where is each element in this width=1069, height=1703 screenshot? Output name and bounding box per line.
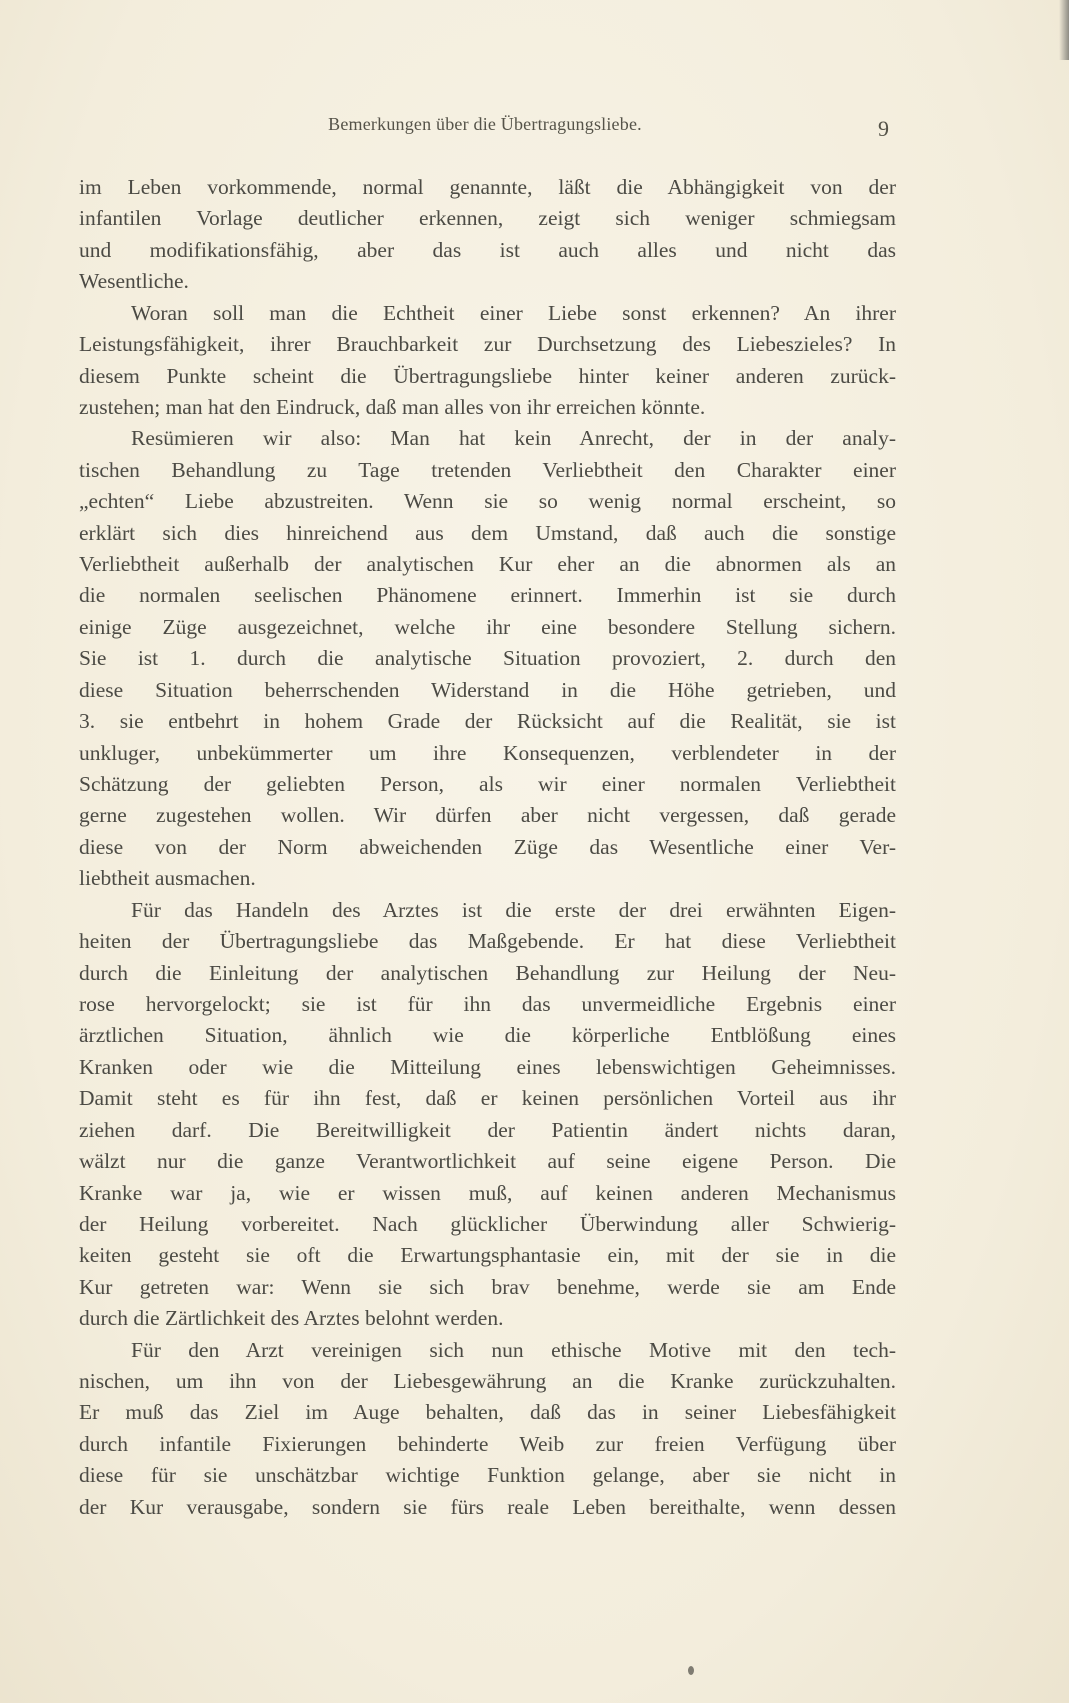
paragraph: [79, 423, 896, 894]
paragraph: [79, 298, 896, 424]
text-line: Woran soll man die Echtheit einer Liebe sonst erkennen? An ihrer: [131, 300, 896, 325]
text-line: wälzt nur die ganze Verantwortlichkeit auf seine eigene Person. Die: [79, 1149, 896, 1174]
text-line: Wesentliche.: [79, 269, 189, 294]
text-line: einige Züge ausgezeichnet, welche ihr eine besondere Stellung sichern.: [79, 614, 896, 639]
paragraph: [79, 172, 896, 298]
text-line: ärztlichen Situation, ähnlich wie die körperliche Entblößung eines: [79, 1023, 896, 1048]
text-line: gerne zugestehen wollen. Wir dürfen aber nicht vergessen, daß gerade: [79, 803, 896, 828]
text-line: Sie ist 1. durch die analytische Situation provoziert, 2. durch den: [79, 646, 896, 671]
text-line: Kranke war ja, wie er wissen muß, auf keinen anderen Mechanismus: [79, 1180, 896, 1205]
text-line: durch die Einleitung der analytischen Behandlung zur Heilung der Neu-: [79, 960, 896, 985]
text-line: Damit steht es für ihn fest, daß er keinen persönlichen Vorteil aus ihr: [79, 1086, 896, 1111]
text-line: erklärt sich dies hinreichend aus dem Umstand, daß auch die sonstige: [79, 520, 896, 545]
text-line: der Kur verausgabe, sondern sie fürs reale Leben bereithalte, wenn dessen: [79, 1494, 896, 1519]
text-line: durch infantile Fixierungen behinderte Weib zur freien Verfügung über: [79, 1431, 896, 1456]
text-line: „echten“ Liebe abzustreiten. Wenn sie so wenig normal erscheint, so: [79, 489, 896, 514]
page-edge-shadow: [1059, 0, 1069, 60]
text-line: ziehen darf. Die Bereitwilligkeit der Patientin ändert nichts daran,: [79, 1117, 896, 1142]
text-line: Er muß das Ziel im Auge behalten, daß das in seiner Liebesfähigkeit: [79, 1400, 896, 1425]
text-line: liebtheit ausmachen.: [79, 866, 256, 891]
text-line: Schätzung der geliebten Person, als wir einer normalen Verliebtheit: [79, 772, 896, 797]
text-line: heiten der Übertragungsliebe das Maßgebende. Er hat diese Verliebtheit: [79, 929, 896, 954]
text-line: keiten gesteht sie oft die Erwartungsphantasie ein, mit der sie in die: [79, 1243, 896, 1268]
text-line: infantilen Vorlage deutlicher erkennen, zeigt sich weniger schmiegsam: [79, 206, 896, 231]
paragraph: [79, 1335, 896, 1524]
ink-speck: [688, 1666, 694, 1675]
running-title: Bemerkungen über die Übertragungsliebe.: [328, 114, 642, 134]
text-line: diese Situation beherrschenden Widerstand in die Höhe getrieben, und: [79, 677, 896, 702]
text-line: zustehen; man hat den Eindruck, daß man alles von ihr erreichen könnte.: [79, 394, 706, 419]
text-line: Leistungsfähigkeit, ihrer Brauchbarkeit zur Durchsetzung des Liebeszieles? In: [79, 332, 896, 357]
text-line: die normalen seelischen Phänomene erinnert. Immerhin ist sie durch: [79, 583, 896, 608]
text-line: unkluger, unbekümmerter um ihre Konsequenzen, verblendeter in der: [79, 740, 896, 765]
text-line: rose hervorgelockt; sie ist für ihn das unvermeidliche Ergebnis einer: [79, 991, 896, 1016]
text-line: diese für sie unschätzbar wichtige Funktion gelange, aber sie nicht in: [79, 1463, 896, 1488]
text-line: Für das Handeln des Arztes ist die erste der drei erwähnten Eigen-: [131, 897, 896, 922]
text-line: und modifikationsfähig, aber das ist auch alles und nicht das: [79, 237, 896, 262]
text-line: tischen Behandlung zu Tage tretenden Verliebtheit den Charakter einer: [79, 457, 896, 482]
text-line: diese von der Norm abweichenden Züge das Wesentliche einer Ver-: [79, 834, 896, 859]
text-line: der Heilung vorbereitet. Nach glücklicher Überwindung aller Schwierig-: [79, 1211, 896, 1236]
text-line: durch die Zärtlichkeit des Arztes belohnt werden.: [79, 1306, 504, 1331]
paragraph: [79, 895, 896, 1335]
text-line: Kur getreten war: Wenn sie sich brav benehme, werde sie am Ende: [79, 1274, 896, 1299]
text-line: 3. sie entbehrt in hohem Grade der Rücksicht auf die Realität, sie ist: [79, 709, 896, 734]
text-line: Kranken oder wie die Mitteilung eines lebenswichtigen Geheimnisses.: [79, 1054, 896, 1079]
text-line: im Leben vorkommende, normal genannte, läßt die Abhängigkeit von der: [79, 175, 896, 199]
text-line: diesem Punkte scheint die Übertragungsliebe hinter keiner anderen zurück-: [79, 363, 896, 388]
text-line: Verliebtheit außerhalb der analytischen Kur eher an die abnormen als an: [79, 552, 896, 577]
text-line: Für den Arzt vereinigen sich nun ethische Motive mit den tech-: [131, 1337, 896, 1362]
page-number: 9: [878, 116, 889, 141]
text-line: Resümieren wir also: Man hat kein Anrecht, der in der analy-: [131, 426, 896, 451]
body-text: [79, 172, 896, 1523]
text-line: nischen, um ihn von der Liebesgewährung an die Kranke zurückzuhalten.: [79, 1369, 896, 1394]
